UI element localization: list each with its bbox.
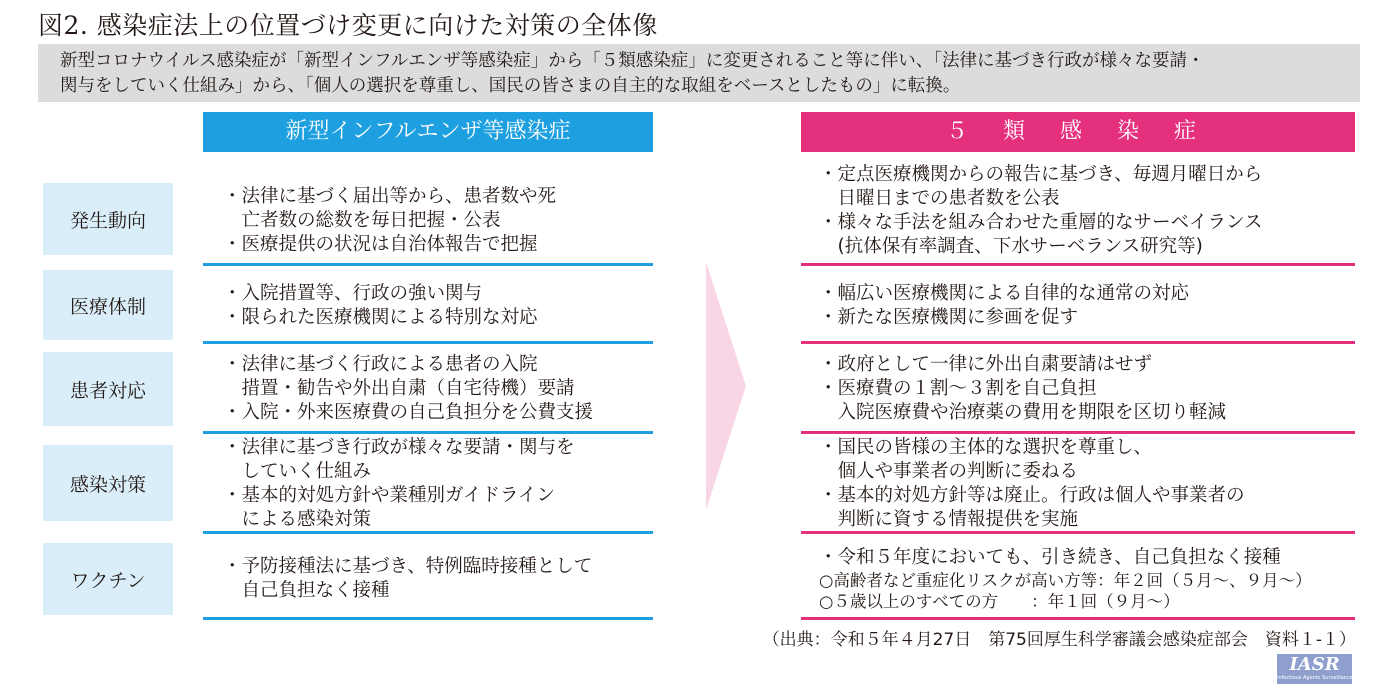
category-label: ワクチン [43, 543, 173, 615]
cell-line: ・入院措置等、行政の強い関与 [223, 282, 483, 304]
header-class5: ５ 類 感 染 症 [801, 112, 1355, 152]
cell-line: (抗体保有率調査、下水サーベランス研究等) [819, 235, 1203, 257]
cell-line: ・法律に基づく届出等から、患者数や死 [223, 185, 557, 207]
cell-line: 自己負担なく接種 [223, 579, 390, 601]
cell-line: ・予防接種法に基づき、特例臨時接種として [223, 555, 593, 577]
cell-line: 亡者数の総数を毎日把握・公表 [223, 209, 501, 231]
cell-line: による感染対策 [223, 508, 372, 530]
cell-line: ・幅広い医療機関による自律的な通常の対応 [819, 282, 1190, 304]
cell-line: 入院医療費や治療薬の費用を期限を区切り軽減 [819, 401, 1227, 423]
iasr-logo [1277, 654, 1371, 684]
figure-title: 図2. 感染症法上の位置づけ変更に向けた対策の全体像 [38, 11, 658, 40]
category-label: 患者対応 [43, 352, 173, 426]
cell-line: 日曜日までの患者数を公表 [819, 187, 1060, 209]
left-cell [203, 178, 653, 266]
cell-line: ・政府として一律に外出自粛要請はせず [819, 353, 1153, 375]
cell-line: ・医療提供の状況は自治体報告で把握 [223, 233, 538, 255]
cell-line: 個人や事業者の判断に委ねる [819, 460, 1079, 482]
cell-line: ・法律に基づき行政が様々な要請・関与を [223, 436, 575, 458]
category-label: 感染対策 [43, 445, 173, 521]
cell-line: ・基本的対処方針等は廃止。行政は個人や事業者の [819, 484, 1245, 506]
cell-line: ・法律に基づく行政による患者の入院 [223, 353, 538, 375]
header-influenza: 新型インフルエンザ等感染症 [203, 112, 653, 152]
intro-line: 新型コロナウイルス感染症が「新型インフルエンザ等感染症」から「５類感染症」に変更されること等に伴い、「法律に基づき行政が様々な要請・ [60, 51, 1205, 71]
right-cell [801, 540, 1355, 620]
category-label: 発生動向 [43, 183, 173, 255]
right-cell [801, 436, 1355, 534]
right-cell [801, 270, 1355, 344]
cell-note: ○高齢者など重症化リスクが高い方等：年２回（５月～、９月～） [819, 570, 1312, 590]
category-label: 医療体制 [43, 270, 173, 340]
source-citation: （出典：令和５年４月27日 第75回厚生科学審議会感染症部会 資料１-１） [762, 630, 1356, 650]
right-cell [801, 158, 1355, 266]
cell-line: ・入院・外来医療費の自己負担分を公費支援 [223, 401, 594, 423]
cell-line: ・国民の皆様の主体的な選択を尊重し、 [819, 436, 1153, 458]
cell-line: ・様々な手法を組み合わせた重層的なサーベイランス [819, 211, 1263, 233]
left-cell [203, 436, 653, 534]
transition-arrow-icon [700, 262, 752, 510]
cell-line: 措置・勧告や外出自粛（自宅待機）要請 [223, 377, 575, 399]
cell-line: していく仕組み [223, 460, 372, 482]
right-cell [801, 346, 1355, 434]
left-cell [203, 540, 653, 620]
cell-line: ・医療費の１割～３割を自己負担 [819, 377, 1097, 399]
cell-line: ・限られた医療機関による特別な対応 [223, 306, 538, 328]
cell-line: ・令和５年度においても、引き続き、自己負担なく接種 [819, 546, 1281, 568]
logo-subtext: Infectious Agents Surveillance Report [1277, 675, 1371, 681]
left-cell [203, 346, 653, 434]
intro-box [38, 44, 1360, 102]
cell-line: ・定点医療機関からの報告に基づき、毎週月曜日から [819, 163, 1263, 185]
left-cell [203, 270, 653, 344]
cell-line: ・新たな医療機関に参画を促す [819, 306, 1079, 328]
intro-line: 関与をしていく仕組み」から、「個人の選択を尊重し、国民の皆さまの自主的な取組をベースとしたもの」に転換。 [60, 76, 961, 96]
cell-note: ○５歳以上のすべての方 ：年１回（９月～） [819, 591, 1180, 611]
cell-line: 判断に資する情報提供を実施 [819, 508, 1079, 530]
cell-line: ・基本的対処方針や業種別ガイドライン [223, 484, 555, 506]
logo-text: IASR [1289, 654, 1340, 675]
